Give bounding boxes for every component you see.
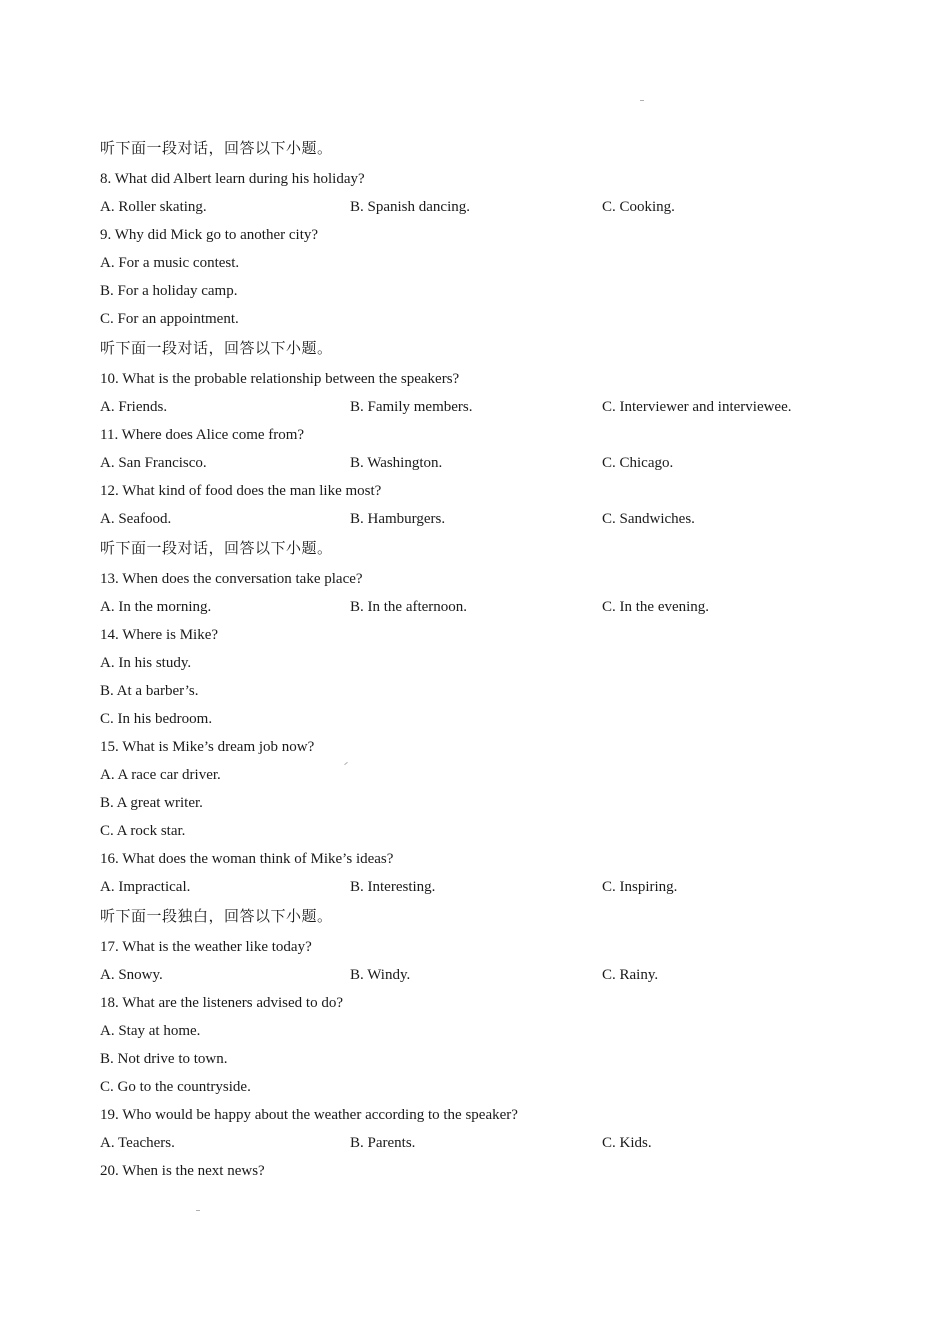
option-a: A. Teachers. [100, 1135, 175, 1151]
option-a: A. San Francisco. [100, 455, 207, 471]
option-a: A. Seafood. [100, 511, 172, 527]
option-a: A. A race car driver. [100, 767, 221, 783]
options-10 [100, 393, 860, 421]
options-16 [100, 873, 860, 901]
option-a: A. Snowy. [100, 967, 163, 983]
option-c: C. Go to the countryside. [100, 1079, 251, 1095]
question-20: 20. When is the next news? [100, 1163, 265, 1179]
question-12: 12. What kind of food does the man like most? [100, 483, 382, 499]
question-15: 15. What is Mike’s dream job now? [100, 739, 315, 755]
section-instruction: 听下面一段对话，回答以下小题。 [100, 341, 333, 357]
question-list [100, 133, 860, 1185]
scan-mark [640, 100, 644, 101]
option-c: C. Interviewer and interviewee. [602, 399, 792, 415]
option-b: B. Spanish dancing. [350, 199, 470, 215]
question-11: 11. Where does Alice come from? [100, 427, 305, 443]
option-a: A. In the morning. [100, 599, 212, 615]
question-8: 8. What did Albert learn during his holiday? [100, 171, 365, 187]
question-14: 14. Where is Mike? [100, 627, 219, 643]
options-19 [100, 1129, 860, 1157]
option-c: C. For an appointment. [100, 311, 239, 327]
options-13 [100, 593, 860, 621]
option-b: B. Parents. [350, 1135, 416, 1151]
option-b: B. Family members. [350, 399, 473, 415]
section-instruction: 听下面一段独白，回答以下小题。 [100, 909, 333, 925]
option-c: C. Cooking. [602, 199, 675, 215]
option-b: B. Windy. [350, 967, 411, 983]
option-c: C. Kids. [602, 1135, 652, 1151]
option-a: A. In his study. [100, 655, 192, 671]
question-17: 17. What is the weather like today? [100, 939, 312, 955]
options-8 [100, 193, 860, 221]
option-c: C. A rock star. [100, 823, 186, 839]
question-9: 9. Why did Mick go to another city? [100, 227, 319, 243]
option-a: A. Stay at home. [100, 1023, 201, 1039]
question-13: 13. When does the conversation take place? [100, 571, 363, 587]
option-c: C. Rainy. [602, 967, 659, 983]
options-17 [100, 961, 860, 989]
option-b: B. Interesting. [350, 879, 436, 895]
option-c: C. In his bedroom. [100, 711, 213, 727]
question-10: 10. What is the probable relationship between the speakers? [100, 371, 460, 387]
option-b: B. Not drive to town. [100, 1051, 228, 1067]
option-c: C. Sandwiches. [602, 511, 695, 527]
option-a: A. For a music contest. [100, 255, 240, 271]
option-c: C. In the evening. [602, 599, 710, 615]
options-12 [100, 505, 860, 533]
option-b: B. A great writer. [100, 795, 203, 811]
option-b: B. Washington. [350, 455, 443, 471]
option-a: A. Impractical. [100, 879, 191, 895]
option-b: B. At a barber’s. [100, 683, 199, 699]
question-19: 19. Who would be happy about the weather according to the speaker? [100, 1107, 518, 1123]
section-instruction: 听下面一段对话，回答以下小题。 [100, 541, 333, 557]
question-18: 18. What are the listeners advised to do? [100, 995, 343, 1011]
option-a: A. Friends. [100, 399, 168, 415]
option-a: A. Roller skating. [100, 199, 207, 215]
option-b: B. For a holiday camp. [100, 283, 238, 299]
option-b: B. In the afternoon. [350, 599, 468, 615]
options-11 [100, 449, 860, 477]
option-c: C. Inspiring. [602, 879, 678, 895]
option-b: B. Hamburgers. [350, 511, 446, 527]
option-c: C. Chicago. [602, 455, 674, 471]
question-16: 16. What does the woman think of Mike’s ideas? [100, 851, 394, 867]
scan-mark [196, 1210, 200, 1211]
section-instruction: 听下面一段对话，回答以下小题。 [100, 141, 333, 157]
